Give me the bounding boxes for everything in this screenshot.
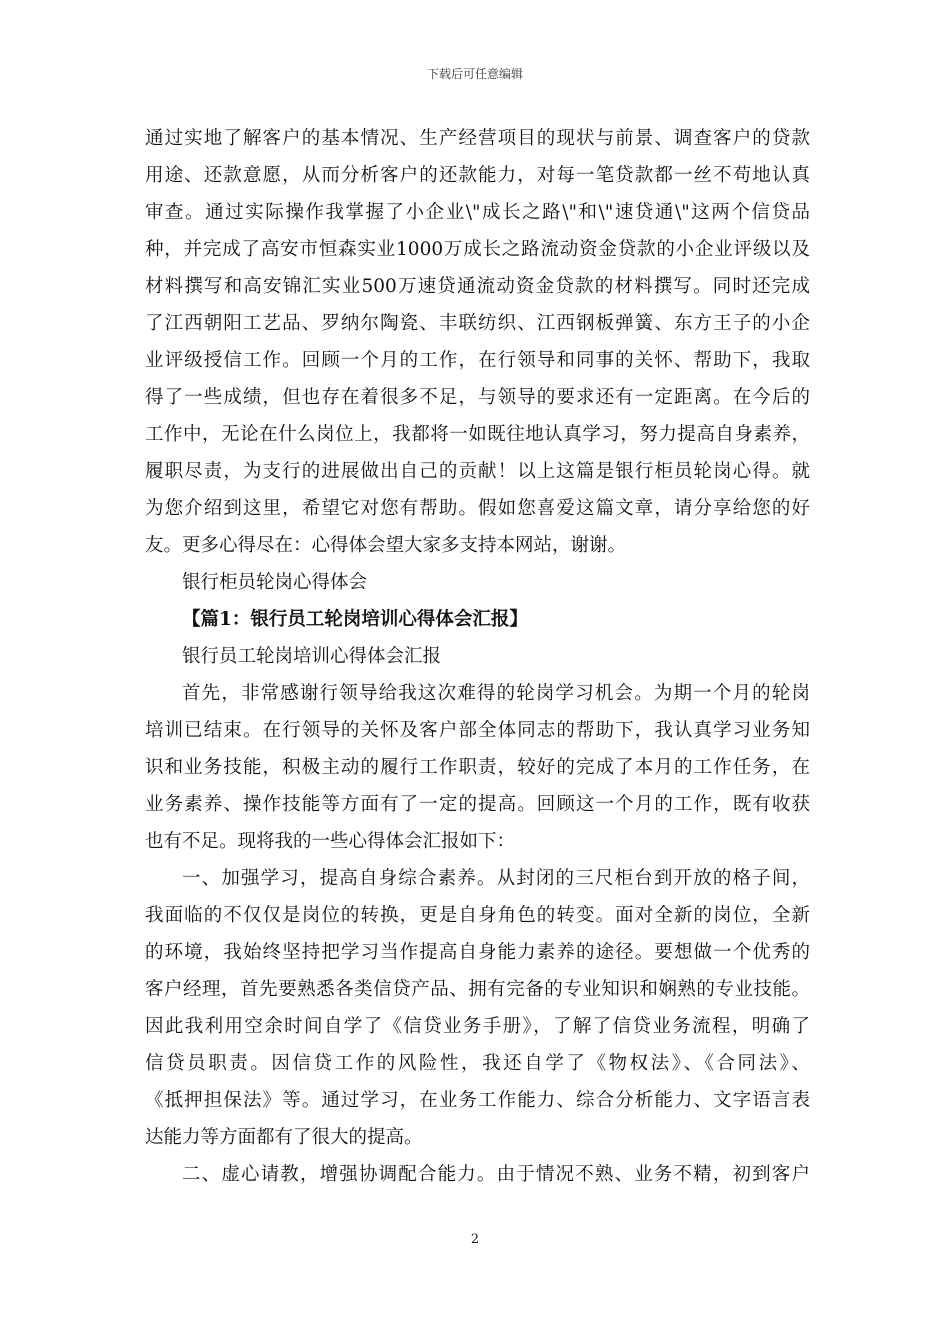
body-line: 也有不足。现将我的一些心得体会汇报如下： [145, 831, 516, 852]
body-line: 首先，非常感谢行领导给我这次难得的轮岗学习机会。为期一个月的轮岗 [182, 683, 810, 704]
section-heading: 【篇1：银行员工轮岗培训心得体会汇报】 [182, 609, 528, 630]
body-line: 一、加强学习，提高自身综合素养。从封闭的三尺柜台到开放的格子间， [182, 868, 810, 889]
body-line: 工作中，无论在什么岗位上，我都将一如既往地认真学习，努力提高自身素养， [145, 424, 810, 445]
body-line: 业评级授信工作。回顾一个月的工作，在行领导和同事的关怀、帮助下，我取 [145, 350, 810, 371]
body-line: 培训已结束。在行领导的关怀及客户部全体同志的帮助下，我认真学习业务知 [145, 720, 810, 741]
body-line: 因此我利用空余时间自学了《信贷业务手册》，了解了信贷业务流程，明确了 [145, 1016, 810, 1037]
body-line: 友。更多心得尽在：心得体会望大家多支持本网站，谢谢。 [145, 535, 627, 556]
body-line: 审查。通过实际操作我掌握了小企业\"成长之路\"和\"速贷通\"这两个信贷品 [145, 202, 810, 223]
body-line: 履职尽责，为支行的进展做出自己的贡献！以上这篇是银行柜员轮岗心得。就 [145, 461, 810, 482]
body-line: 了江西朝阳工艺品、罗纳尔陶瓷、丰联纺织、江西钢板弹簧、东方王子的小企 [145, 313, 810, 334]
body-line: 达能力等方面都有了很大的提高。 [145, 1127, 423, 1148]
body-line: 识和业务技能，积极主动的履行工作职责，较好的完成了本月的工作任务，在 [145, 757, 810, 778]
body-line: 通过实地了解客户的基本情况、生产经营项目的现状与前景、调查客户的贷款 [145, 128, 810, 149]
page-number: 2 [470, 1232, 480, 1247]
body-line: 用途、还款意愿，从而分析客户的还款能力，对每一笔贷款都一丝不苟地认真 [145, 165, 810, 186]
body-line: 二、虚心请教，增强协调配合能力。由于情况不熟、业务不精，初到客户 [182, 1164, 810, 1185]
body-line: 客户经理，首先要熟悉各类信贷产品、拥有完备的专业知识和娴熟的专业技能。 [145, 979, 810, 1000]
body-line: 得了一些成绩，但也存在着很多不足，与领导的要求还有一定距离。在今后的 [145, 387, 810, 408]
document-body [145, 120, 810, 1193]
body-line: 种，并完成了高安市恒森实业1000万成长之路流动资金贷款的小企业评级以及 [145, 239, 810, 260]
body-line: 信贷员职责。因信贷工作的风险性，我还自学了《物权法》、《合同法》、 [145, 1053, 810, 1074]
page-header: 下载后可任意编辑 [426, 67, 523, 81]
body-line: 的环境，我始终坚持把学习当作提高自身能力素养的途径。要想做一个优秀的 [145, 942, 810, 963]
article-title: 银行员工轮岗培训心得体会汇报 [182, 646, 442, 667]
body-line: 为您介绍到这里，希望它对您有帮助。假如您喜爱这篇文章，请分享给您的好 [145, 498, 810, 519]
body-line: 业务素养、操作技能等方面有了一定的提高。回顾这一个月的工作，既有收获 [145, 794, 810, 815]
section-title: 银行柜员轮岗心得体会 [182, 572, 368, 593]
body-line: 《抵押担保法》等。通过学习，在业务工作能力、综合分析能力、文字语言表 [145, 1090, 810, 1111]
body-line: 我面临的不仅仅是岗位的转换，更是自身角色的转变。面对全新的岗位，全新 [145, 905, 810, 926]
body-line: 材料撰写和高安锦汇实业500万速贷通流动资金贷款的材料撰写。同时还完成 [145, 276, 810, 297]
